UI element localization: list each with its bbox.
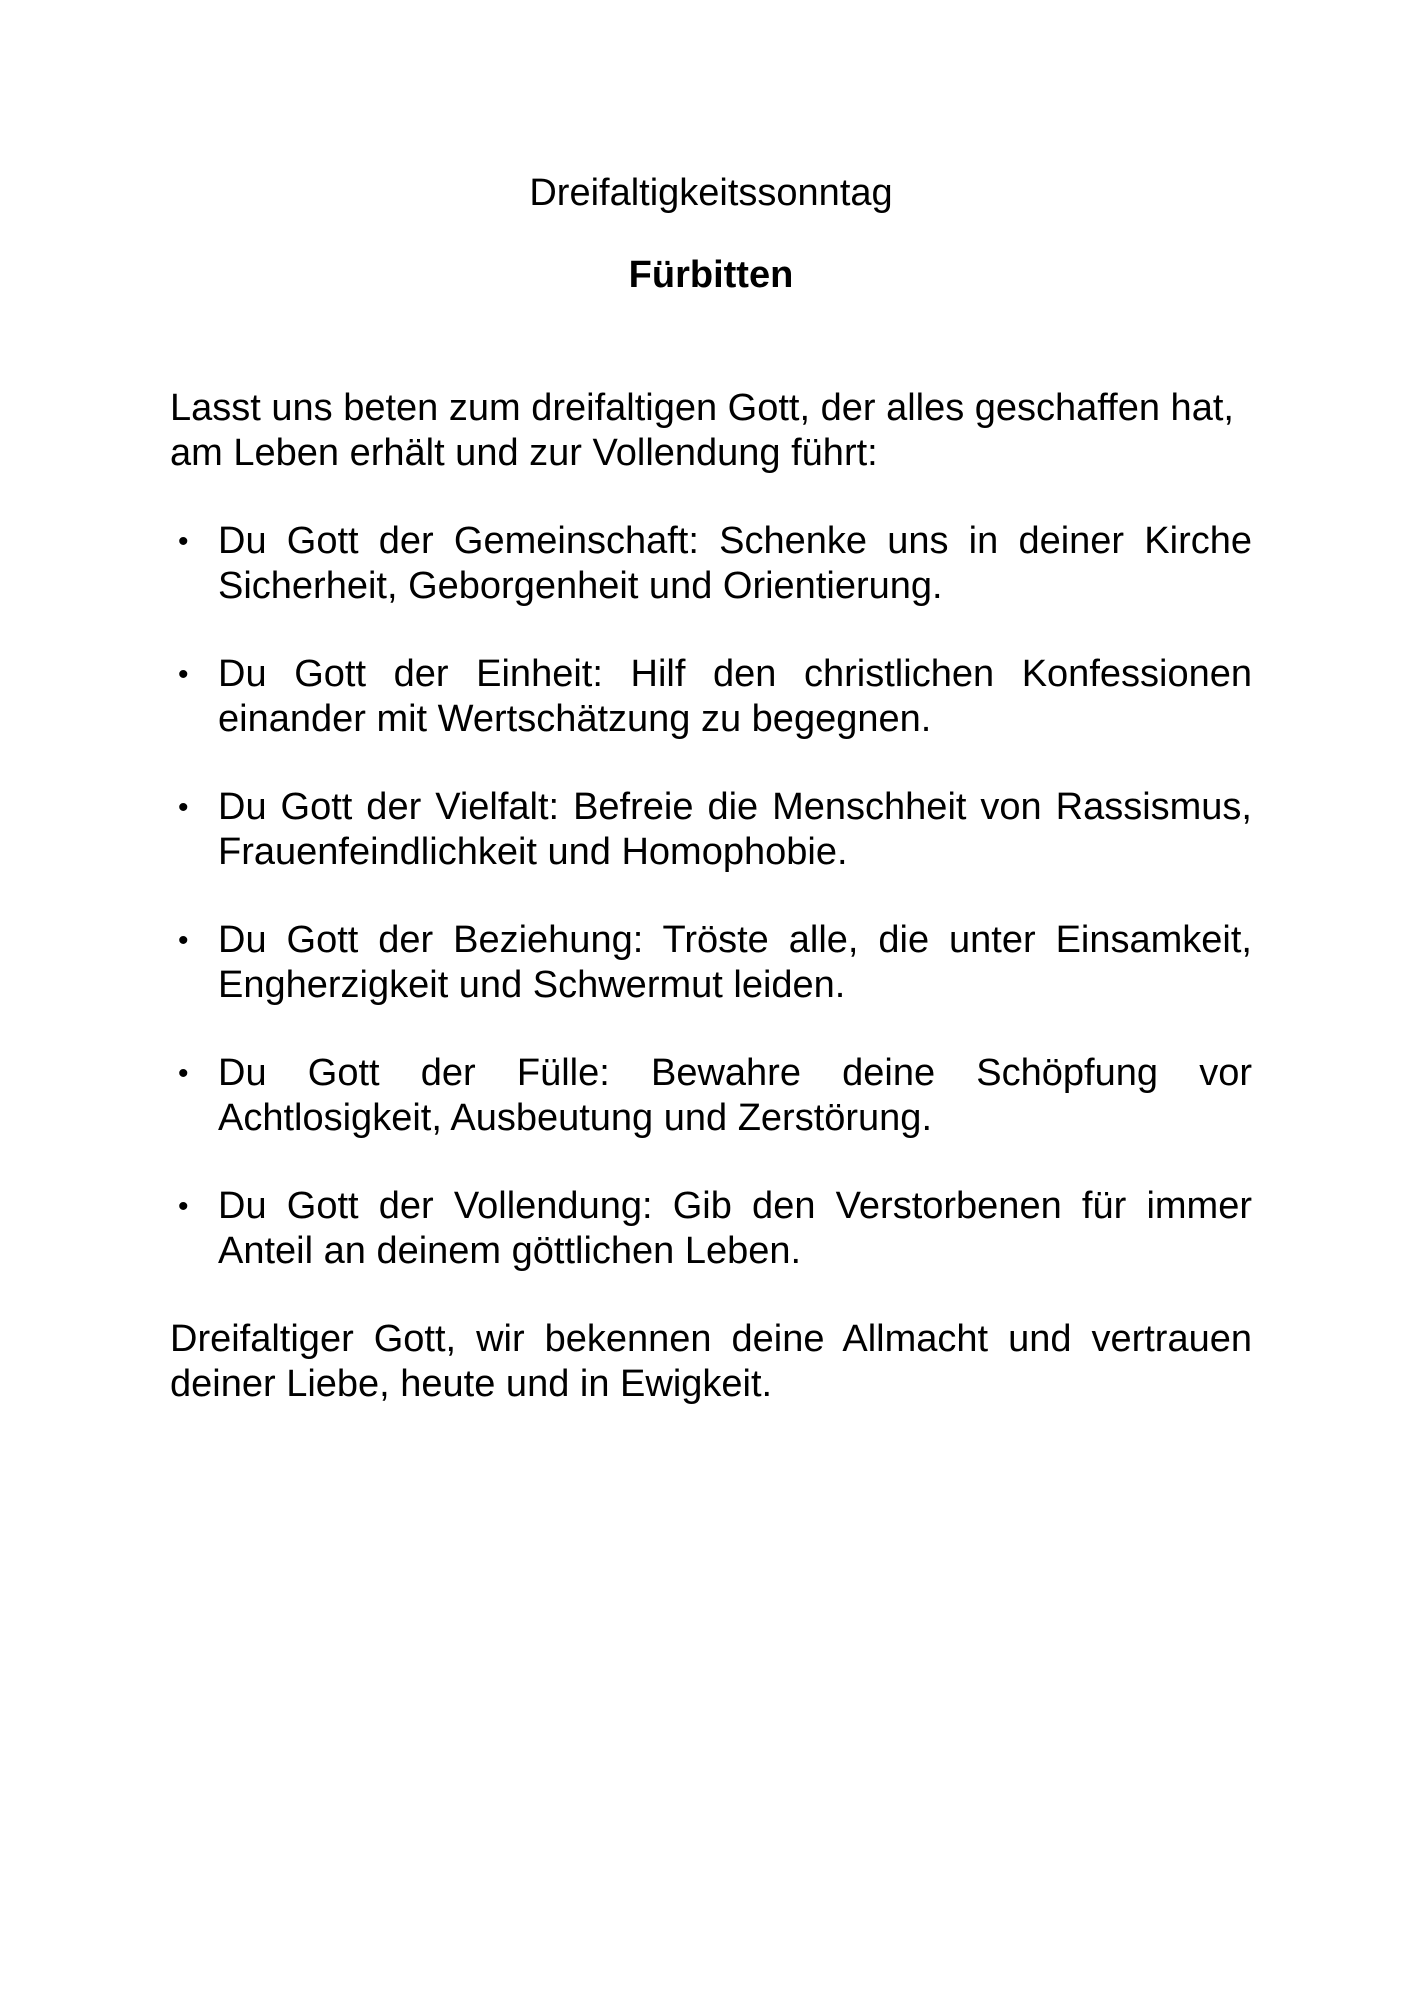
petition-text: Du Gott der Beziehung: Tröste alle, die unter Einsamkeit, Engherzigkeit und Schwermut leiden. [218, 919, 1252, 1006]
petition-text: Du Gott der Gemeinschaft: Schenke uns in deiner Kirche Sicherheit, Geborgenheit und Orientierung. [218, 520, 1252, 607]
petition-list [170, 519, 1252, 1274]
intro-paragraph: Lasst uns beten zum dreifaltigen Gott, der alles geschaffen hat, am Leben erhält und zur Vollendung führt: [170, 387, 1234, 474]
petition-item [170, 1184, 1252, 1274]
petition-text: Du Gott der Vielfalt: Befreie die Menschheit von Rassismus, Frauenfeindlichkeit und Homophobie. [218, 786, 1252, 873]
bullet-icon: • [178, 791, 189, 824]
bullet-icon: • [178, 658, 189, 691]
bullet-icon: • [178, 1057, 189, 1090]
petition-item [170, 519, 1252, 609]
petition-item [170, 785, 1252, 875]
petition-item [170, 918, 1252, 1008]
document-title: Fürbitten [628, 254, 794, 296]
petition-text: Du Gott der Einheit: Hilf den christlichen Konfessionen einander mit Wertschätzung zu begegnen. [218, 653, 1252, 740]
closing-paragraph: Dreifaltiger Gott, wir bekennen deine Allmacht und vertrauen deiner Liebe, heute und in Ewigkeit. [170, 1318, 1252, 1405]
petition-text: Du Gott der Fülle: Bewahre deine Schöpfung vor Achtlosigkeit, Ausbeutung und Zerstörung. [218, 1052, 1252, 1139]
petition-item [170, 1051, 1252, 1141]
petition-item [170, 652, 1252, 742]
bullet-icon: • [178, 525, 189, 558]
bullet-icon: • [178, 924, 189, 957]
document-subtitle: Dreifaltigkeitssonntag [529, 172, 893, 214]
petition-text: Du Gott der Vollendung: Gib den Verstorbenen für immer Anteil an deinem göttlichen Leben. [218, 1185, 1252, 1272]
document-content [170, 170, 1252, 1407]
bullet-icon: • [178, 1190, 189, 1223]
